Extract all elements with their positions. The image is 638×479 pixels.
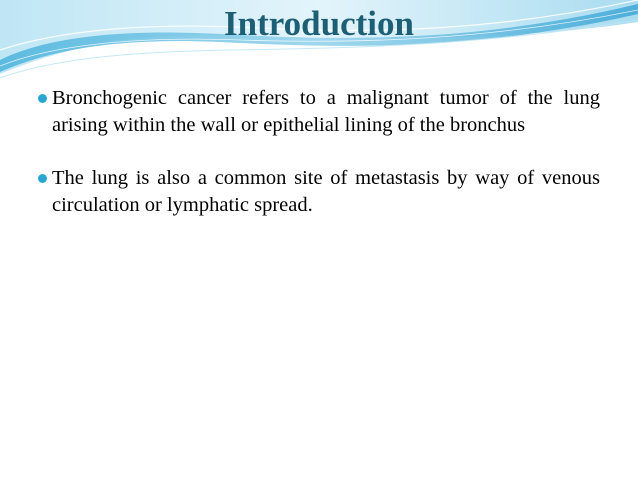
bullet-dot-icon xyxy=(38,94,47,103)
slide-title: Introduction xyxy=(224,4,414,43)
bullet-text: The lung is also a common site of metastasis by way of venous circulation or lymphatic spread. xyxy=(52,167,600,216)
bullet-item xyxy=(38,85,600,139)
bullet-text: Bronchogenic cancer refers to a malignant tumor of the lung arising within the wall or epithelial lining of the bronchus xyxy=(52,87,600,136)
bullet-item xyxy=(38,165,600,219)
bullet-dot-icon xyxy=(38,174,47,183)
bullet-list xyxy=(38,85,600,245)
